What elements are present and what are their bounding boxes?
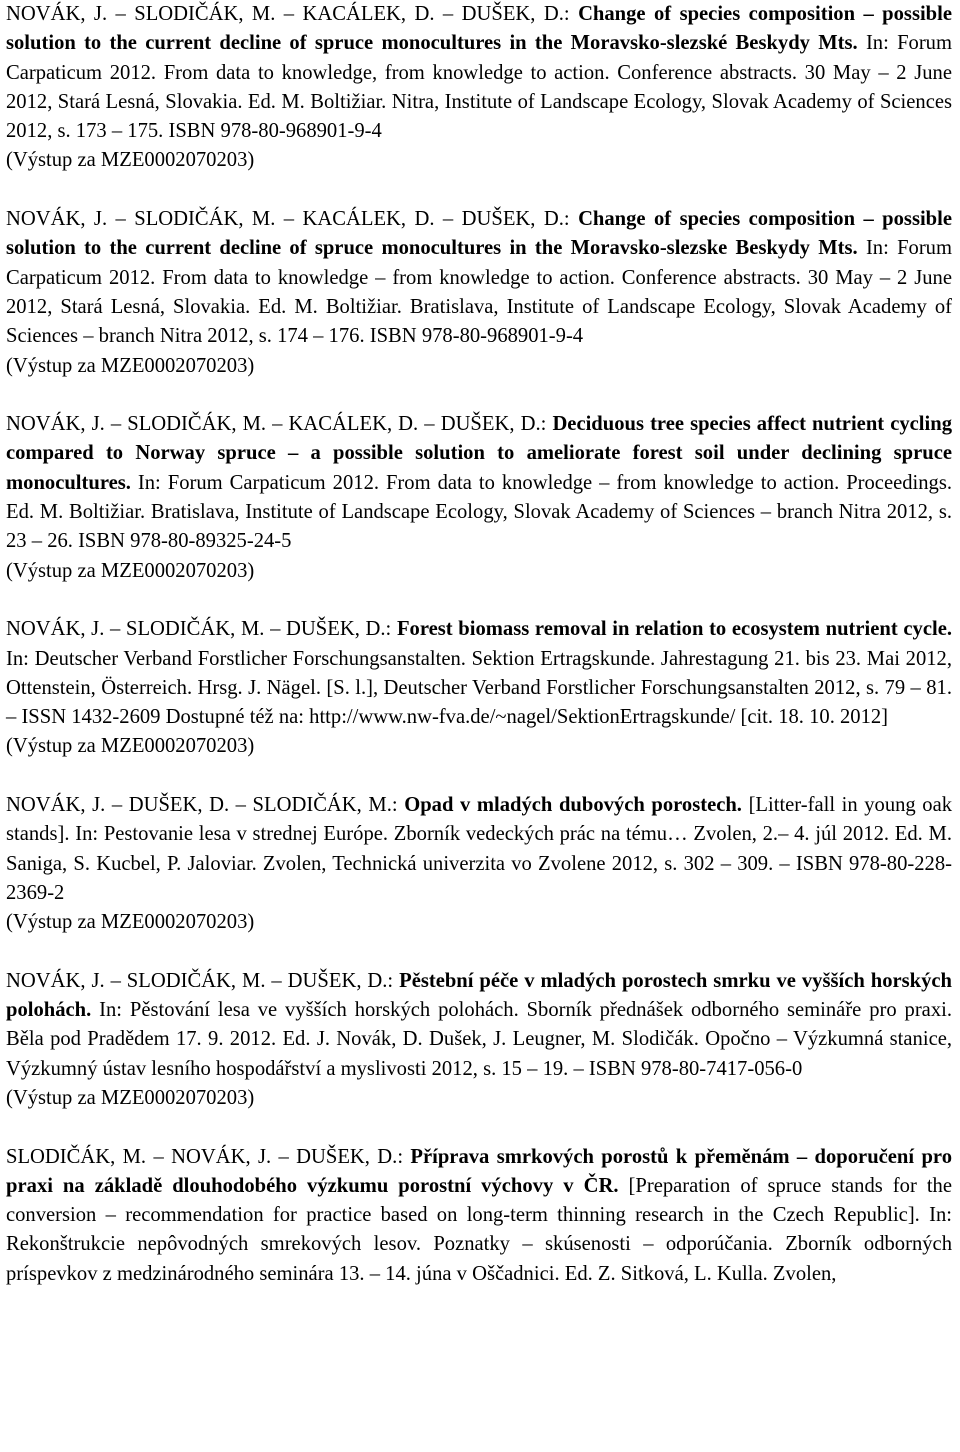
citation-authors: SLODIČÁK, M. – NOVÁK, J. – DUŠEK, D.: [6,1145,404,1168]
citation-details: In: Forum Carpaticum 2012. From data to knowledge, from knowledge to action. Conference abstracts. 30 May – 2 June 2012, Stará Lesná, Slovakia. Ed. M. Boltižiar. Nitra, Institute of Landscape Ecology, Slovak Academy of Sciences 2012, s. 173 – 175. ISBN 978-80-968901-9-4 [6,32,952,143]
citation-outcome: (Výstup za MZE0002070203) [6,559,255,582]
citation-title: Change of species composition – possible solution to the current decline of spruce monocultures in the Moravsko-slezské Beskydy Mts. [6,3,952,55]
citation-entry [6,615,952,761]
citation-outcome: (Výstup za MZE0002070203) [6,1086,255,1109]
citation-details: In: Deutscher Verband Forstlicher Forschungsanstalten. Sektion Ertragskunde. Jahrestagung 21. bis 23. Mai 2012, Ottenstein, Österreich. Hrsg. J. Nägel. [S. l.], Deutscher Verband Forstlicher Forschungsanstalten 2012, s. 79 – 81. – ISSN 1432-2609 Dostupné též na: http://www.nw-fva.de/~nagel/SektionErtragskunde/ [cit. 18. 10. 2012] [6,647,952,729]
citation-title: Opad v mladých dubových porostech. [404,794,742,817]
citation-authors: NOVÁK, J. – SLODIČÁK, M. – DUŠEK, D.: [6,969,394,992]
citation-entry [6,0,952,176]
citation-details: In: Forum Carpaticum 2012. From data to knowledge – from knowledge to action. Conference abstracts. 30 May – 2 June 2012, Stará Lesná, Slovakia. Ed. M. Boltižiar. Bratislava, Institute of Landscape Ecology, Slovak Academy of Sciences – branch Nitra 2012, s. 174 – 176. ISBN 978-80-968901-9-4 [6,237,952,348]
citation-details: [Litter-fall in young oak stands]. In: Pestovanie lesa v strednej Európe. Zborník vedeckých prác na tému… Zvolen, 2.– 4. júl 2012. Ed. M. Saniga, S. Kucbel, P. Jaloviar. Zvolen, Technická univerzita vo Zvolene 2012, s. 302 – 309. – ISBN 978-80-228-2369-2 [6,794,953,904]
citation-authors: NOVÁK, J. – SLODIČÁK, M. – DUŠEK, D.: [6,618,392,641]
citation-authors: NOVÁK, J. – SLODIČÁK, M. – KACÁLEK, D. – DUŠEK, D.: [6,3,570,25]
citation-title: Příprava smrkových porostů k přeměnám – doporučení pro praxi na základě dlouhodobého výzkumu porostní výchovy v ČR. [6,1145,952,1197]
citation-title: Pěstební péče v mladých porostech smrku ve vyšších horských polohách. [6,969,952,1022]
citation-authors: NOVÁK, J. – SLODIČÁK, M. – KACÁLEK, D. – DUŠEK, D.: [6,208,570,231]
citation-authors: NOVÁK, J. – SLODIČÁK, M. – KACÁLEK, D. – DUŠEK, D.: [6,413,547,436]
citation-entry [6,410,952,586]
citation-details: In: Pěstování lesa ve vyšších horských polohách. Sborník přednášek odborného semináře pro praxi. Běla pod Pradědem 17. 9. 2012. Ed. J. Novák, D. Dušek, J. Leugner, M. Slodičák. Opočno – Výzkumná stanice, Výzkumný ústav lesního hospodářství a myslivosti 2012, s. 15 – 19. – ISBN 978-80-7417-056-0 [6,999,952,1080]
citation-outcome: (Výstup za MZE0002070203) [6,149,255,172]
citation-title: Forest biomass removal in relation to ecosystem nutrient cycle. [396,618,952,641]
citation-outcome: (Výstup za MZE0002070203) [6,354,255,377]
citation-details: In: Forum Carpaticum 2012. From data to knowledge – from knowledge to action. Proceedings. Ed. M. Boltižiar. Bratislava, Institute of Landscape Ecology, Slovak Academy of Sciences – branch Nitra 2012, s. 23 – 26. ISBN 978-80-89325-24-5 [6,471,952,553]
citation-title: Change of species composition – possible solution to the current decline of spruce monocultures in the Moravsko-slezske Beskydy Mts. [6,208,952,260]
citation-details: [Preparation of spruce stands for the conversion – recommendation for practice based on long-term thinning research in the Czech Republic]. In: Rekonštrukcie nepôvodných smrekových lesov. Poznatky – skúsenosti – odporúčania. Zborník odborných príspevkov z medzinárodného seminára 13. – 14. júna v Oščadnici. Ed. Z. Sitková, L. Kulla. Zvolen, [6,1174,952,1285]
citation-entry [6,791,952,937]
citation-title: Deciduous tree species affect nutrient cycling compared to Norway spruce – a possible solution to ameliorate forest soil under declining spruce monocultures. [6,413,952,494]
citation-outcome: (Výstup za MZE0002070203) [6,911,255,934]
citation-entry [6,967,952,1113]
citation-outcome: (Výstup za MZE0002070203) [6,735,255,758]
citation-entry [6,205,952,381]
citation-entry [6,1143,952,1289]
citation-authors: NOVÁK, J. – DUŠEK, D. – SLODIČÁK, M.: [6,794,398,817]
